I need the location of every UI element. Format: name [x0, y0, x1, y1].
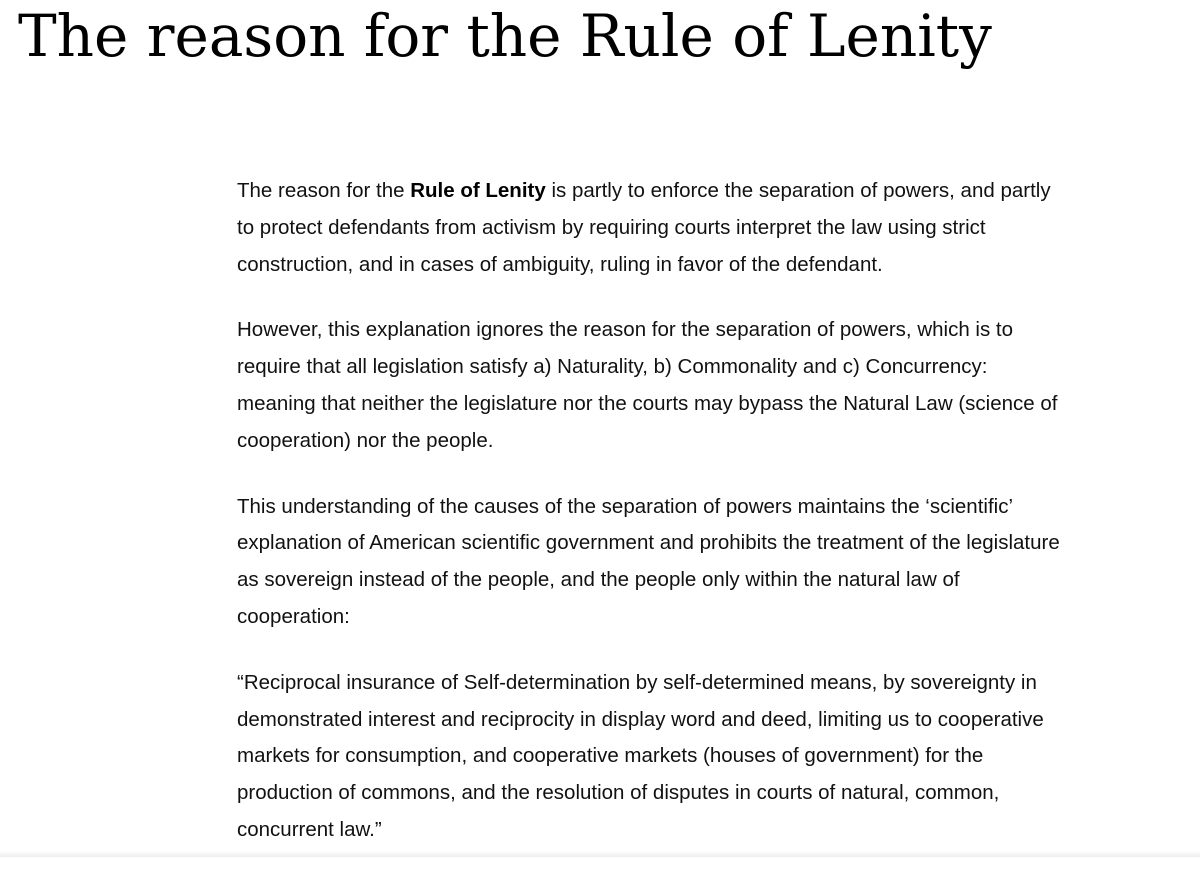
bottom-edge-shadow: [0, 851, 1200, 857]
quote-paragraph: “Reciprocal insurance of Self-determination by self-determined means, by sovereignty in demonstrated interest and reciprocity in display word and deed, limiting us to cooperative markets for consumption, and cooperative markets (houses of government) for the production of commons, and the resolution of disputes in courts of natural, common, concurrent law.”: [237, 670, 1044, 841]
paragraph-1: [237, 173, 1067, 283]
paragraph-1-text-after: is partly to enforce the separation of powers, and partly to protect defendants from activism by requiring courts interpret the law using strict construction, and in cases of ambiguity, ruling in favor of the defendant.: [237, 179, 1051, 276]
page-title: The reason for the Rule of Lenity: [18, 2, 992, 70]
paragraph-3: This understanding of the causes of the separation of powers maintains the ‘scientific’ explanation of American scientific government and prohibits the treatment of the legislature as sovereign instead of the people, and the people only within the natural law of cooperation:: [237, 494, 1060, 628]
paragraph-2: However, this explanation ignores the reason for the separation of powers, which is to require that all legislation satisfy a) Naturality, b) Commonality and c) Concurrency: meaning that neither the legislature nor the courts may bypass the Natural Law (science of cooperation) nor the people.: [237, 318, 1058, 452]
rule-of-lenity-term: Rule of Lenity: [410, 179, 546, 202]
paragraph-1-text-before: The reason for the: [237, 179, 411, 202]
article-body: [237, 173, 1067, 878]
